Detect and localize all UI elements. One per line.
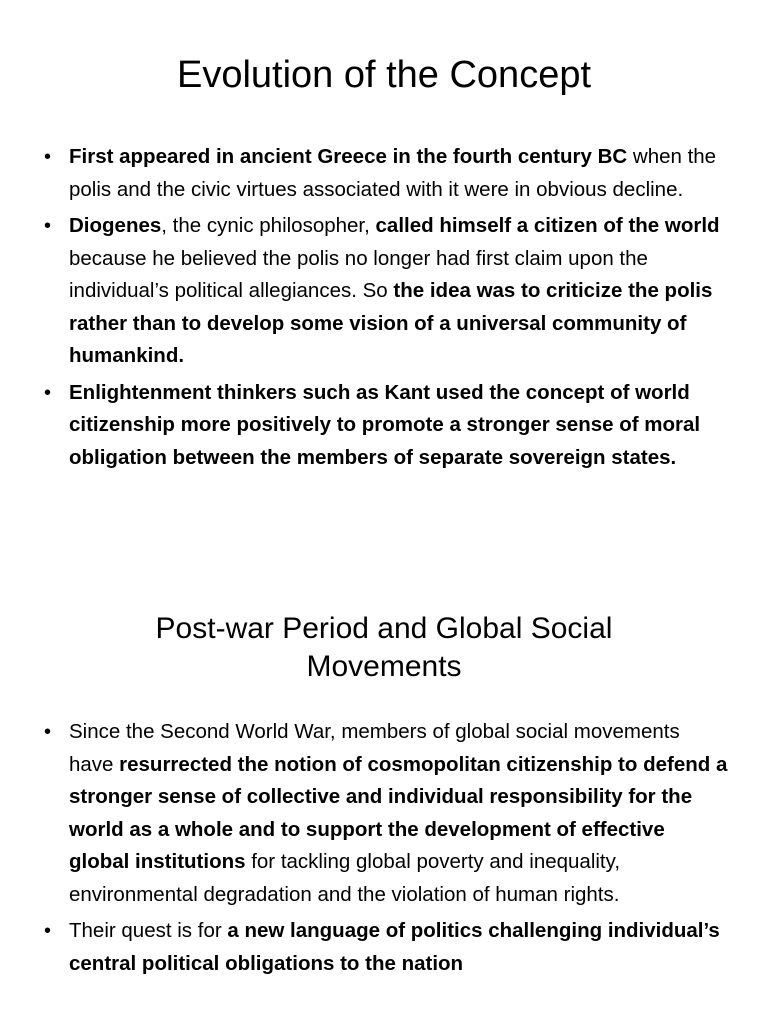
bullet-point-icon: • [44,721,52,743]
bullet-item [0,377,768,475]
bullet-point-icon: • [44,215,52,237]
slide-title: Evolution of the Concept [176,54,592,96]
text-segment: Their quest is for [69,919,228,942]
bullet-list [0,141,768,478]
text-segment: because he believed the polis no longer had first claim upon the individual’s political allegiances. So [69,246,648,302]
bold-text: First appeared in ancient Greece in the fourth century BC [69,145,628,168]
bullet-point-icon: • [44,381,52,404]
bold-text: called himself a citizen of the world [375,214,720,237]
text-segment: , the cynic philosopher, [161,214,376,237]
bullet-item [0,141,768,206]
text-segment: when the polis and the civic virtues associated with it were in obvious decline. [69,145,717,201]
bold-text: resurrected the notion of cosmopolitan citizenship to defend a stronger sense of collective and individual responsibility for the world as a whole and to support the development of effective global institutions [69,752,728,873]
bullet-item [0,915,768,980]
bullet-item [0,716,768,911]
text-segment: for tackling global poverty and inequality, environmental degradation and the violation of human rights. [69,850,621,906]
bullet-point-icon: • [44,146,52,168]
bullet-item [0,210,768,373]
bold-text: Diogenes [69,214,162,237]
bold-text: the idea was to criticize the polis rather than to develop some vision of a universal community of humankind. [69,279,713,367]
bold-text: a new language of politics challenging individual’s central political obligations to the nation [69,919,720,975]
bullet-point-icon: • [44,920,52,942]
text-segment: Since the Second World War, members of global social movements have [69,720,680,776]
bullet-list [0,716,768,984]
bold-text: Enlightenment thinkers such as Kant used the concept of world citizenship more positively to promote a stronger sense of moral obligation between the members of separate sovereign states. [69,380,701,469]
section-title: Post-war Period and Global Social Movements [155,612,613,683]
